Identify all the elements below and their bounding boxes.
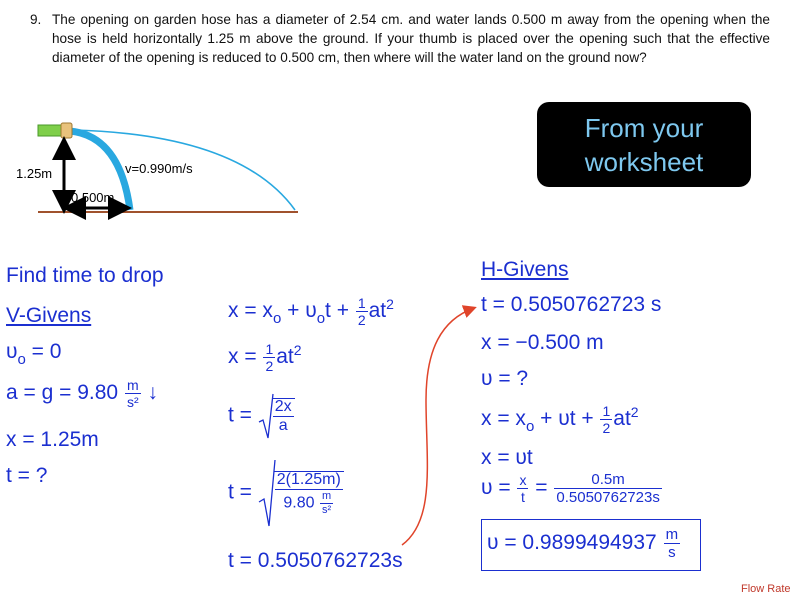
hose-nozzle — [61, 123, 72, 138]
time-formula: t = $\frac{2x}{a}$ — [228, 392, 295, 440]
distance-label: 0.500m — [71, 190, 115, 205]
h-givens-heading: H-Givens — [481, 258, 569, 281]
velocity-label: v=0.990m/s — [125, 161, 193, 176]
find-time-label: Find time to drop — [6, 264, 164, 287]
t-unknown: t = ? — [6, 464, 48, 487]
velocity-formula: υ = $\frac{x}{t}$ = $\frac{0.5m}{0.5050762723s}$ — [481, 471, 660, 506]
velocity-answer: υ = 0.9899494937 $\frac{m}{s}$ — [487, 526, 679, 561]
hose-diagram — [0, 112, 310, 224]
acceleration-given: a = g = 9.80 $\frac{m}{\text{s²}}$ ↓ — [6, 377, 158, 410]
connector-arrow — [396, 300, 486, 550]
x-given: x = 1.25m — [6, 428, 99, 451]
h-kinematic-equation: $x = x_o + \upsilon t$ + $\frac{1}{2}$ $at^2$ — [481, 403, 639, 436]
hose — [38, 125, 64, 136]
simplified-equation: x = $\frac{1}{2}$ $at^2$ — [228, 341, 302, 374]
kinematic-equation: $x = x_o + \upsilon_ot$ + $\frac{1}{2}$ $at^2$ — [228, 295, 394, 328]
callout-line-2: worksheet — [584, 146, 704, 177]
x-equals-vt: x = υt — [481, 446, 533, 469]
time-result: t = 0.5050762723s — [228, 549, 403, 572]
problem-number: 9. — [30, 12, 42, 27]
time-substitution: t = 2(1.25m) 9.80 $\frac{m}{\text{s²}}$ — [228, 458, 344, 528]
h-distance-given: x = −0.500 m — [481, 331, 604, 354]
v-givens-heading: V-Givens — [6, 304, 92, 327]
h-time-given: t = 0.5050762723 s — [481, 293, 662, 316]
problem-statement — [30, 10, 770, 67]
h-velocity-unknown: υ = ? — [481, 367, 529, 390]
worksheet-callout — [537, 102, 751, 187]
callout-line-1: From your — [584, 112, 704, 143]
v0-given: $\upsilon_o = 0$ — [6, 340, 62, 368]
height-label: 1.25m — [16, 166, 53, 181]
flow-rate-label: Flow Rate — [741, 583, 791, 595]
problem-text: The opening on garden hose has a diameter of 2.54 cm. and water lands 0.500 m away from the opening when the hose is held horizontally 1.25 m above the ground. If your thumb is placed over the opening such that the effective diameter of the opening is reduced to 0.500 cm, then where will the water land on the ground now? — [52, 12, 770, 65]
